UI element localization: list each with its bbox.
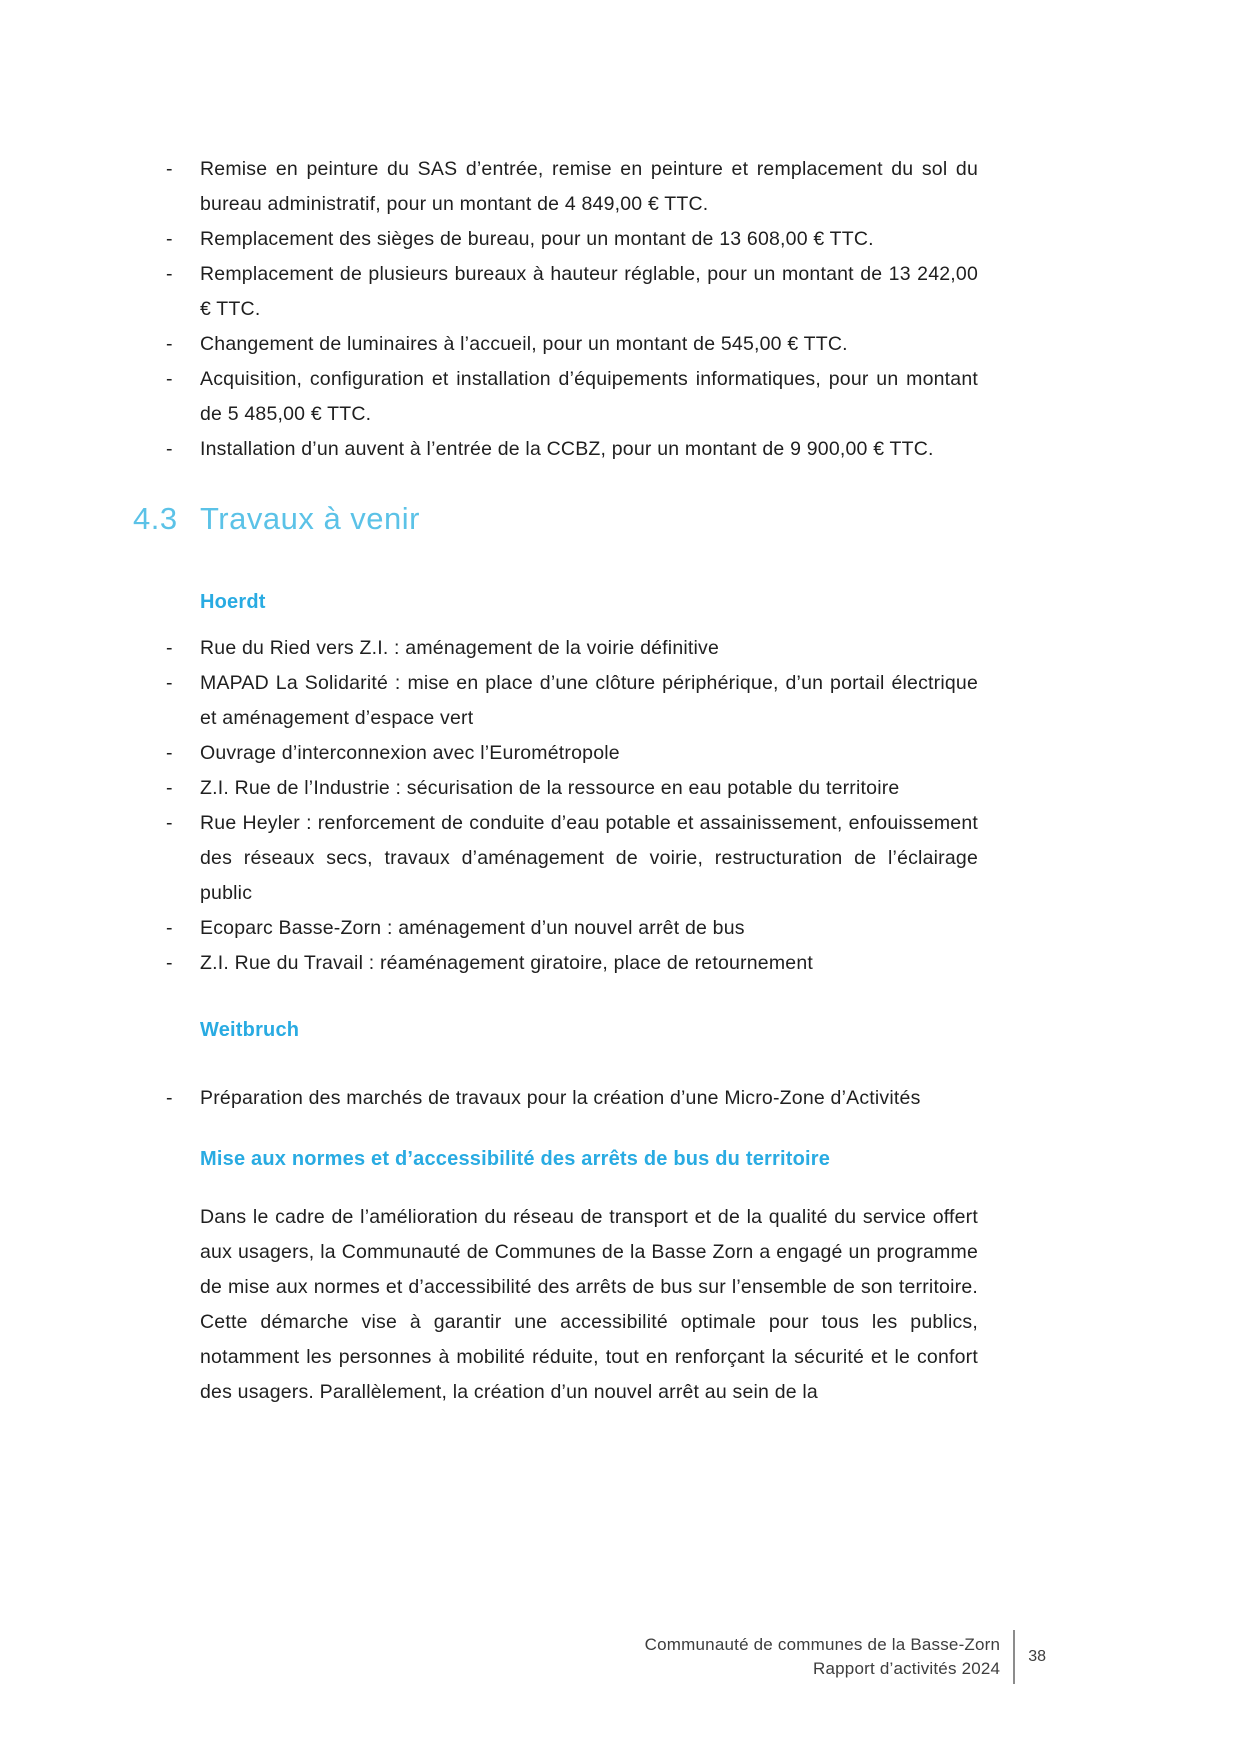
subsection-heading-weitbruch: Weitbruch [200,1019,300,1041]
bullet-dash: - [166,158,173,180]
list-item [166,362,978,432]
page-number: 38 [1028,1648,1046,1665]
list-item-text: Z.I. Rue du Travail : réaménagement giratoire, place de retournement [200,952,813,974]
footer-divider [1013,1630,1015,1684]
list-item [166,666,978,736]
hoerdt-bullet-list [166,631,978,981]
list-item-text: Remise en peinture du SAS d’entrée, remise en peinture et remplacement du sol du bureau administratif, pour un montant de 4 849,00 € TTC. [200,158,978,215]
list-item [166,327,978,362]
list-item-text: Remplacement de plusieurs bureaux à hauteur réglable, pour un montant de 13 242,00 € TTC. [200,263,978,320]
list-item-text: Rue du Ried vers Z.I. : aménagement de la voirie définitive [200,637,720,659]
list-item [166,222,978,257]
list-item [166,806,978,911]
page-content [133,152,978,1410]
bullet-dash: - [166,672,173,694]
bullet-dash: - [166,742,173,764]
body-paragraph: Dans le cadre de l’amélioration du réseau de transport et de la qualité du service offert aux usagers, la Communauté de Communes de la Basse Zorn a engagé un programme de mise aux normes et d’accessibilité des arrêts de bus sur l’ensemble de son territoire. Cette démarche vise à garantir une accessibilité optimale pour tous les publics, notamment les personnes à mobilité réduite, tout en renforçant la sécurité et le confort des usagers. Parallèlement, la création d’un nouvel arrêt au sein de la [200,1206,978,1403]
list-item [166,152,978,222]
bullet-dash: - [166,812,173,834]
list-item [166,257,978,327]
footer-text-block [645,1633,1001,1681]
subsection-heading-bus-accessibility: Mise aux normes et d’accessibilité des arrêts de bus du territoire [200,1148,831,1170]
list-item [166,736,978,771]
list-item [166,946,978,981]
intro-bullet-list [166,152,978,467]
section-heading [133,497,978,541]
bullet-dash: - [166,368,173,390]
bullet-dash: - [166,952,173,974]
bullet-dash: - [166,263,173,285]
list-item-text: Ecoparc Basse-Zorn : aménagement d’un nouvel arrêt de bus [200,917,745,939]
bullet-dash: - [166,1087,173,1109]
bullet-dash: - [166,333,173,355]
footer-report-title: Rapport d’activités 2024 [813,1659,1001,1678]
bullet-dash: - [166,637,173,659]
footer-org-name: Communauté de communes de la Basse-Zorn [644,1635,1001,1654]
list-item-text: Préparation des marchés de travaux pour la création d’une Micro-Zone d’Activités [200,1087,921,1109]
list-item [166,631,978,666]
list-item-text: Rue Heyler : renforcement de conduite d’eau potable et assainissement, enfouissement des réseaux secs, travaux d’aménagement de voirie, restructuration de l’éclairage public [200,812,978,904]
list-item [166,1081,978,1116]
bullet-dash: - [166,777,173,799]
subsection-heading-hoerdt: Hoerdt [200,591,266,613]
list-item-text: Ouvrage d’interconnexion avec l’Eurométropole [200,742,620,764]
section-number: 4.3 [133,501,178,536]
bullet-dash: - [166,917,173,939]
list-item-text: Z.I. Rue de l’Industrie : sécurisation de la ressource en eau potable du territoire [200,777,900,799]
list-item [166,911,978,946]
list-item-text: Remplacement des sièges de bureau, pour un montant de 13 608,00 € TTC. [200,228,874,250]
bullet-dash: - [166,438,173,460]
bullet-dash: - [166,228,173,250]
list-item-text: Installation d’un auvent à l’entrée de la CCBZ, pour un montant de 9 900,00 € TTC. [200,438,934,460]
section-title: Travaux à venir [200,501,420,536]
list-item-text: Changement de luminaires à l’accueil, pour un montant de 545,00 € TTC. [200,333,848,355]
list-item [166,432,978,467]
list-item [166,771,978,806]
list-item-text: MAPAD La Solidarité : mise en place d’une clôture périphérique, d’un portail électrique et aménagement d’espace vert [200,672,978,729]
weitbruch-bullet-list [166,1081,978,1116]
page-footer [0,1630,1046,1684]
list-item-text: Acquisition, configuration et installation d’équipements informatiques, pour un montant de 5 485,00 € TTC. [200,368,978,425]
